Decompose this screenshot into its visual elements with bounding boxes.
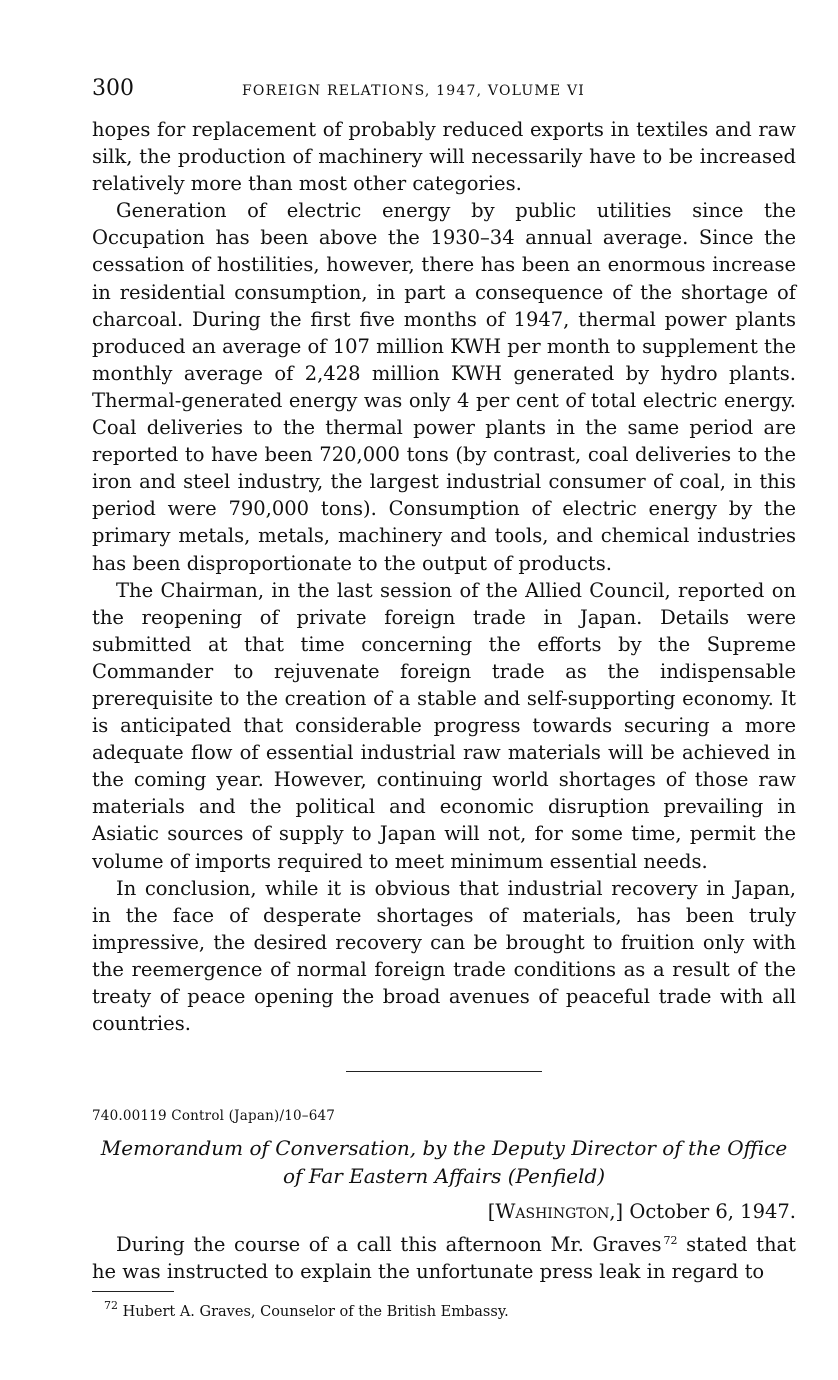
footnote-divider [92,1291,174,1292]
paragraph: In conclusion, while it is obvious that industrial recovery in Japan, in the face of desperate shortages of materials, has been truly impressive, the desired recovery can be brought to fruition only with the reemergence of normal foreign trade conditions as a result of the treaty of peace opening the broad avenues of peaceful trade with all countries. [92,876,796,1036]
paragraph [92,1231,796,1285]
footnote-text: Hubert A. Graves, Counselor of the British Embassy. [122,1304,509,1321]
running-head: FOREIGN RELATIONS, 1947, VOLUME VI [242,83,586,99]
page-number: 300 [92,76,134,101]
footnote-reference[interactable]: 72 [663,1234,678,1248]
body-text [92,116,796,1037]
memo-text: stated that he was instructed to explain the unfortunate press leak in regard to [92,1233,796,1284]
paragraph: hopes for replacement of probably reduced exports in textiles and raw silk, the production of machinery will necessarily have to be increased relatively more than most other categories. [92,118,796,196]
memo-title-line: Memorandum of Conversation, by the Deputy Director of the Office [100,1136,788,1161]
document-page [92,76,796,1320]
paragraph: Generation of electric energy by public utilities since the Occupation has been above the 1930–34 annual average. Since the cessation of hostilities, however, there has been an enormous increase in residential consumption, in part a consequence of the shortage of charcoal. During the first five months of 1947, thermal power plants produced an average of 107 million KWH per month to supplement the monthly average of 2,428 million KWH generated by hydro plants. Thermal-generated energy was only 4 per cent of total electric energy. Coal deliveries to the thermal power plants in the same period are reported to have been 720,000 tons (by contrast, coal deliveries to the iron and steel industry, the largest industrial consumer of coal, in this period were 790,000 tons). Consumption of electric energy by the primary metals, metals, machinery and tools, and chemical industries has been disproportionate to the output of products. [92,199,796,575]
dateline [92,1198,796,1225]
memo-text: During the course of a call this afternoon Mr. Graves [116,1233,662,1257]
section-divider [346,1071,542,1072]
memo-title [92,1134,796,1190]
memo-body [92,1231,796,1285]
paragraph: The Chairman, in the last session of the Allied Council, reported on the reopening of private foreign trade in Japan. Details were submitted at that time concerning the efforts by the Supreme Commander to rejuvenate foreign trade as the indispensable prerequisite to the creation of a stable and self-supporting economy. It is anticipated that considerable progress towards securing a more adequate flow of essential industrial raw materials will be achieved in the coming year. However, continuing world shortages of those raw materials and the political and economic disruption prevailing in Asiatic sources of supply to Japan will not, for some time, permit the volume of imports required to meet minimum essential needs. [92,578,796,873]
memo-title-line: of Far Eastern Affairs (Penfield) [283,1164,605,1189]
footnote [92,1299,796,1321]
dateline-date: October 6, 1947. [629,1200,796,1224]
dateline-place: [Washington,] [487,1200,624,1224]
page-header [92,76,796,116]
footnote-marker: 72 [104,1299,118,1313]
file-reference: 740.00119 Control (Japan)/10–647 [92,1108,336,1125]
